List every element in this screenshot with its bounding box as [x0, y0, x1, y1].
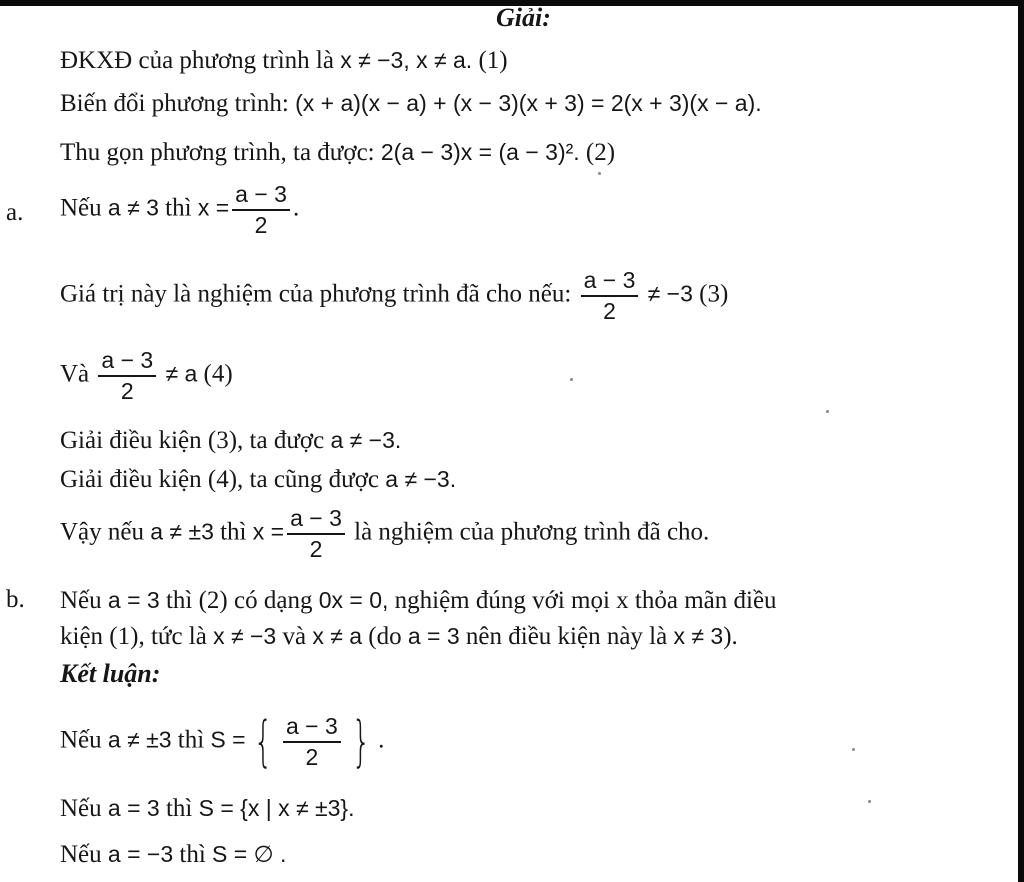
case-2-then: thì	[165, 795, 193, 822]
case-3-then: thì	[179, 841, 206, 868]
value-condition-rel: ≠ −3	[647, 280, 693, 307]
part-b-eq: 0x = 0,	[318, 587, 389, 613]
case-1-fraction	[283, 714, 341, 769]
value-condition-tag: (3)	[699, 280, 729, 308]
solve-3-line	[60, 424, 401, 457]
right-border	[1018, 0, 1024, 882]
case-3-intro: Nếu	[60, 841, 102, 868]
transform-line	[60, 87, 762, 120]
part-a-line	[60, 182, 299, 237]
simplify-line	[60, 136, 615, 169]
therefore-line	[60, 506, 709, 561]
fraction-denominator: 2	[120, 378, 134, 405]
speck	[570, 378, 573, 381]
and-text: Và	[60, 360, 90, 388]
part-a-intro: Nếu	[60, 194, 102, 222]
solve-3-math: a ≠ −3.	[330, 427, 402, 453]
therefore-intro: Vậy nếu	[60, 518, 144, 546]
transform-text: Biến đổi phương trình:	[60, 90, 289, 117]
part-a-x-eq: x =	[197, 194, 230, 221]
part-b-l2-math-1: x ≠ −3	[213, 623, 277, 649]
simplify-math: 2(a − 3)x = (a − 3)².	[380, 139, 580, 165]
condition-line	[60, 44, 508, 77]
value-condition-fraction	[581, 268, 639, 323]
right-brace: }	[351, 709, 371, 773]
condition-tag: (1)	[478, 47, 508, 74]
solve-3-text: Giải điều kiện (3), ta được	[60, 427, 325, 454]
and-line	[60, 348, 233, 403]
case-1-s-eq: S =	[210, 726, 246, 753]
conclusion-case-2	[60, 792, 355, 825]
part-b-mid: thì (2) có dạng	[165, 587, 313, 614]
part-a-label: a.	[6, 199, 24, 226]
part-b-l2-intro: kiện (1), tức là	[60, 623, 207, 650]
part-b-l2-because: (do	[368, 623, 402, 650]
part-a-end: .	[292, 194, 300, 222]
case-2-cond: a = 3	[107, 795, 160, 821]
condition-text: ĐKXĐ của phương trình là	[60, 47, 334, 74]
speck	[598, 172, 601, 175]
part-b-l2-math-4: x ≠ 3	[673, 623, 724, 649]
part-a-fraction	[232, 182, 290, 237]
part-b-l2-mid: nên điều kiện này là	[465, 623, 668, 650]
therefore-cond: a ≠ ±3	[150, 518, 214, 545]
case-1-cond: a ≠ ±3	[107, 726, 172, 753]
case-2-intro: Nếu	[60, 795, 102, 822]
case-1-intro: Nếu	[60, 726, 102, 754]
part-b-cond: a = 3	[107, 587, 160, 613]
speck	[852, 748, 855, 751]
part-b-end: nghiệm đúng với mọi x thỏa mãn điều	[394, 587, 777, 614]
solve-4-text: Giải điều kiện (4), ta cũng được	[60, 466, 380, 493]
condition-math: x ≠ −3, x ≠ a.	[340, 47, 473, 73]
and-tag: (4)	[203, 360, 233, 388]
therefore-end: là nghiệm của phương trình đã cho.	[354, 518, 710, 546]
fraction-numerator: a − 3	[581, 268, 639, 297]
fraction-numerator: a − 3	[287, 506, 345, 535]
part-b-l2-end: ).	[723, 623, 738, 650]
part-b-l2-and: và	[282, 623, 307, 650]
and-rel: ≠ a	[165, 360, 198, 387]
solve-4-math: a ≠ −3.	[385, 466, 457, 492]
part-b-label: b.	[6, 586, 25, 613]
conclusion-title: Kết luận:	[60, 659, 161, 688]
part-a-cond: a ≠ 3	[107, 194, 159, 221]
case-1-end: .	[378, 726, 385, 754]
speck	[826, 410, 829, 413]
part-b-l2-math-3: a = 3	[407, 623, 460, 649]
simplify-text: Thu gọn phương trình, ta được:	[60, 139, 375, 166]
part-a-then: thì	[165, 194, 192, 222]
part-b-line-2	[60, 620, 738, 653]
therefore-fraction	[287, 506, 345, 561]
fraction-denominator: 2	[254, 212, 268, 239]
fraction-denominator: 2	[603, 298, 616, 325]
and-fraction	[98, 348, 156, 403]
therefore-then: thì	[220, 518, 247, 546]
left-brace: {	[253, 709, 273, 773]
part-b-intro: Nếu	[60, 587, 102, 614]
simplify-tag: (2)	[585, 139, 616, 166]
transform-math: (x + a)(x − a) + (x − 3)(x + 3) = 2(x + 3)(x − a).	[295, 90, 762, 116]
fraction-numerator: a − 3	[232, 182, 290, 211]
case-2-s-eq: S = {x | x ≠ ±3}.	[198, 795, 355, 821]
fraction-denominator: 2	[309, 536, 323, 563]
case-3-cond: a = −3	[107, 841, 174, 867]
therefore-x-eq: x =	[252, 518, 285, 545]
fraction-numerator: a − 3	[283, 714, 341, 743]
case-3-s-eq: S = ∅ .	[212, 841, 287, 867]
conclusion-case-3	[60, 838, 286, 871]
value-condition-text: Giá trị này là nghiệm của phương trình đã cho nếu:	[60, 280, 572, 308]
case-1-then: thì	[177, 726, 205, 754]
value-condition-line	[60, 268, 728, 323]
fraction-denominator: 2	[305, 744, 319, 771]
part-b-line-1	[60, 584, 777, 617]
fraction-numerator: a − 3	[98, 348, 156, 377]
conclusion-case-1	[60, 709, 385, 773]
part-b-l2-math-2: x ≠ a	[312, 623, 363, 649]
solve-4-line	[60, 463, 456, 496]
speck	[868, 800, 871, 803]
solution-title: Giải:	[496, 3, 551, 32]
